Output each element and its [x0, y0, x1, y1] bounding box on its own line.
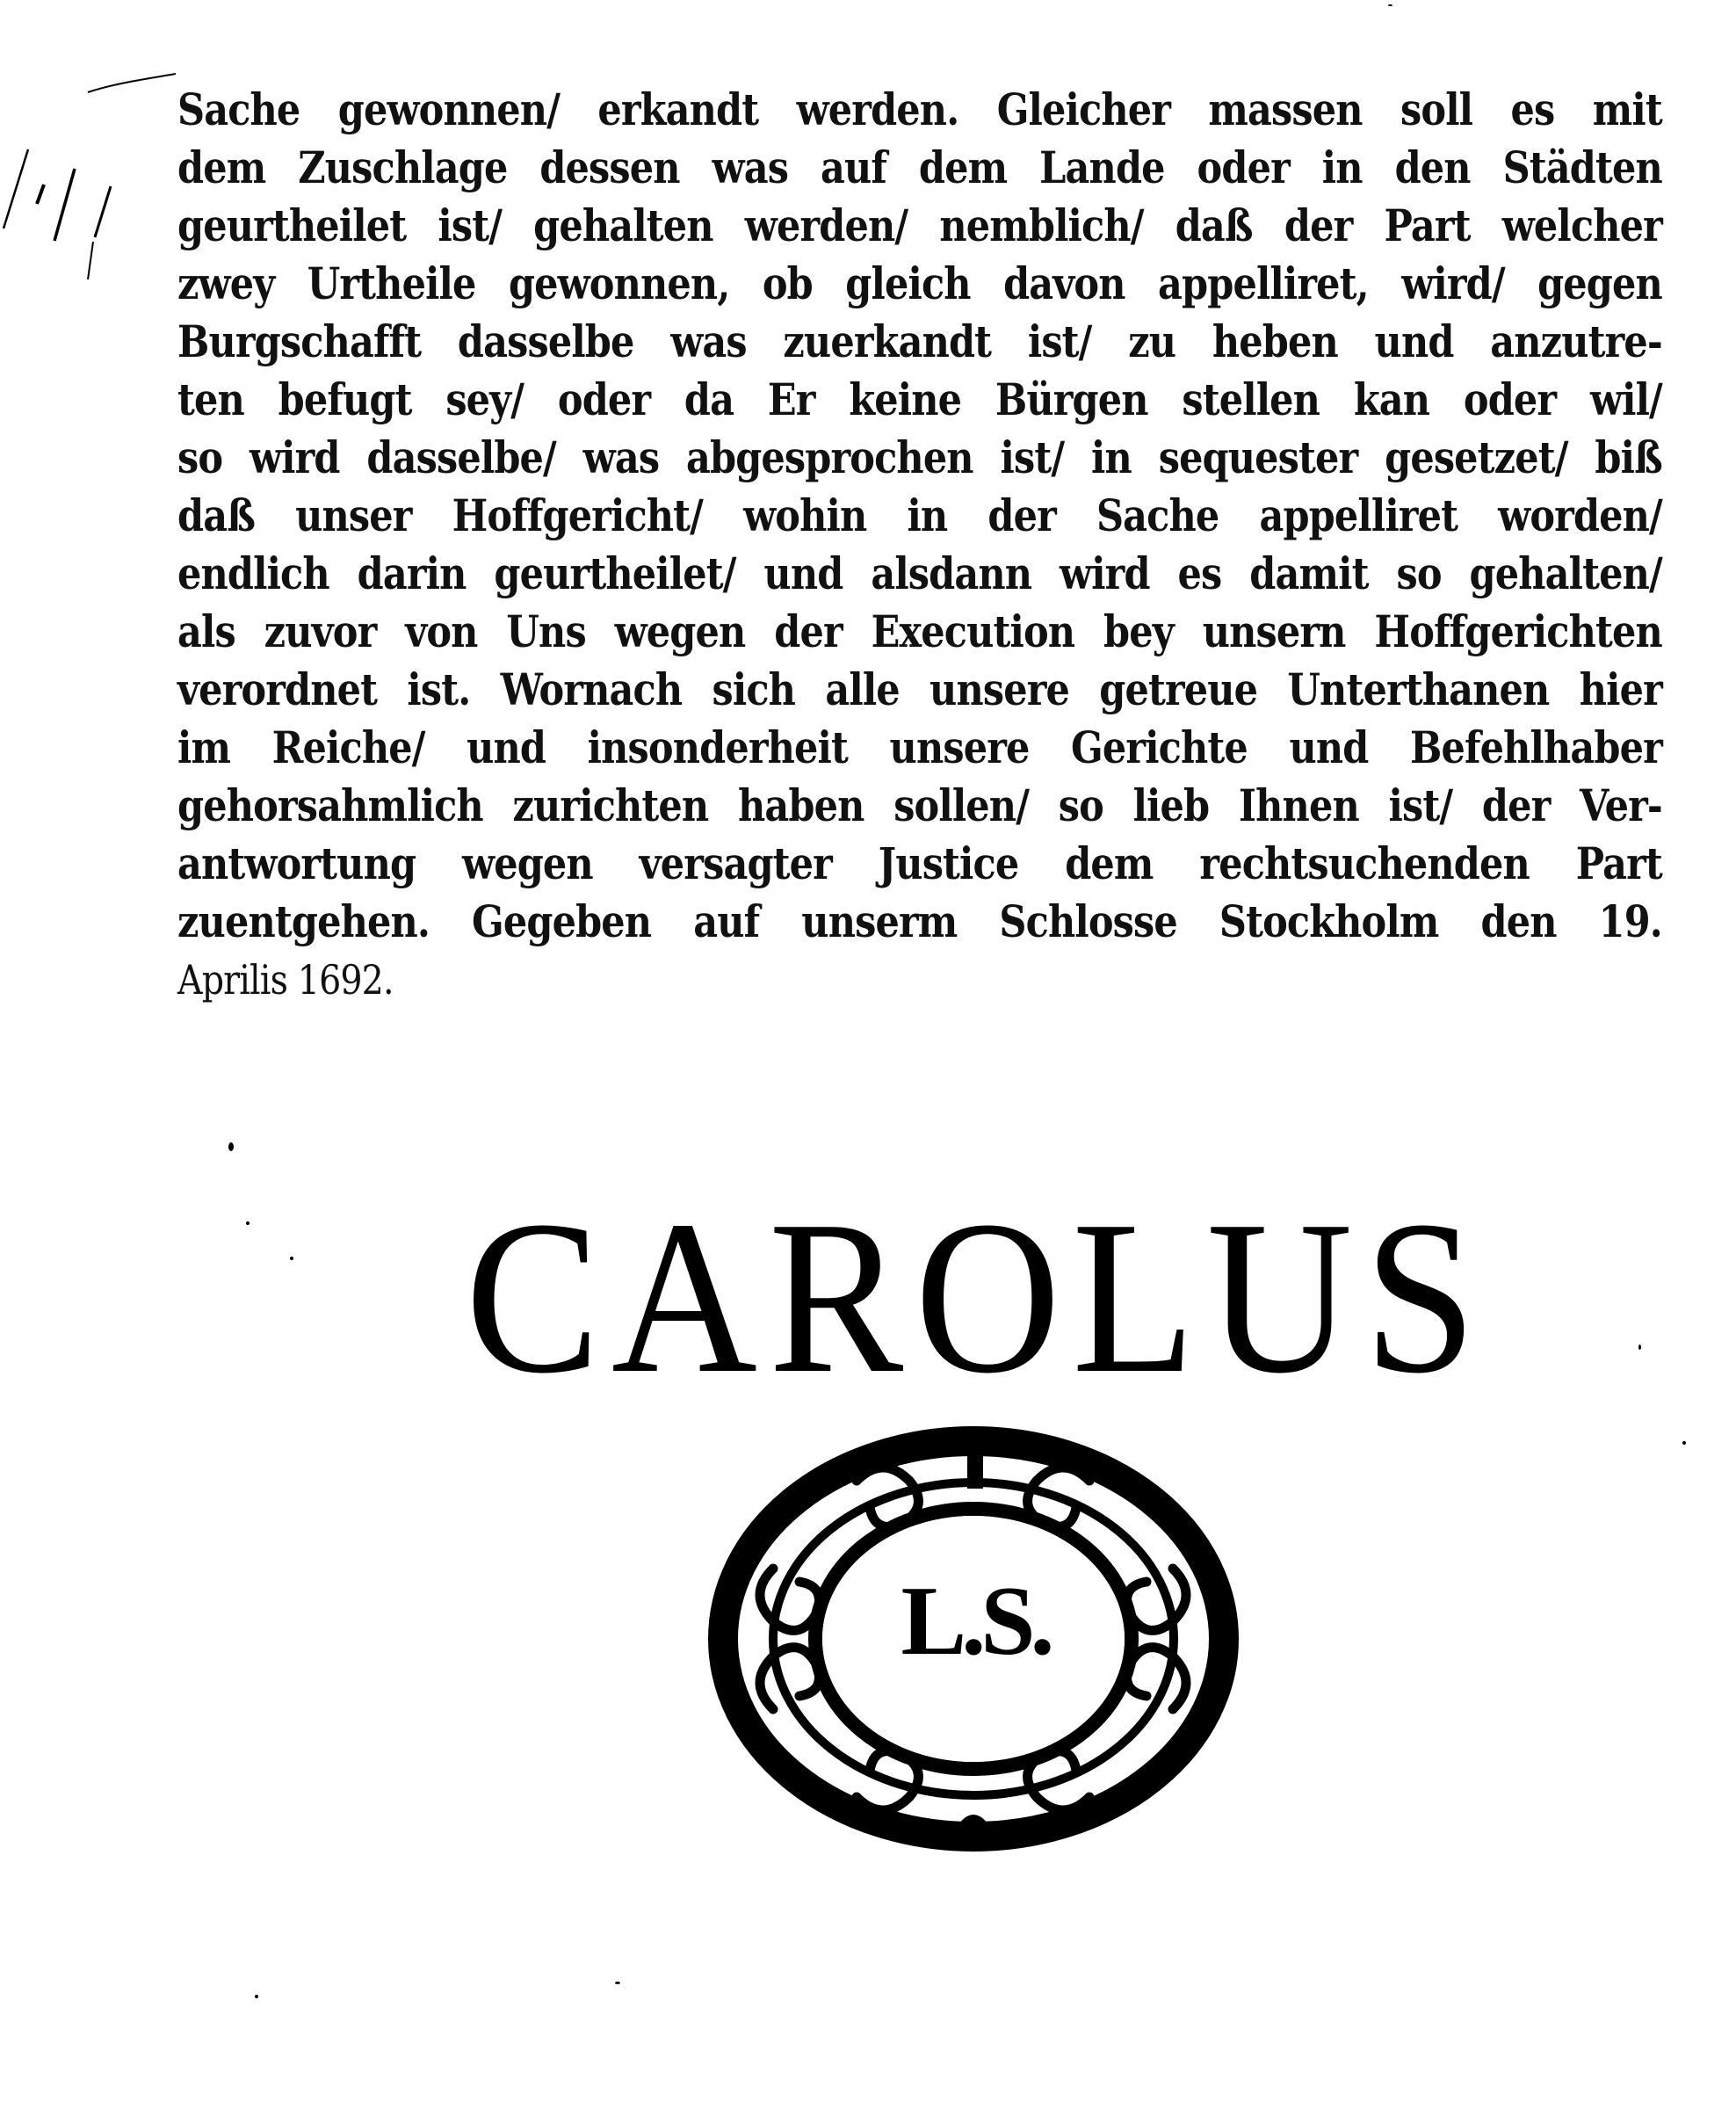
text-line: ten befugt sey/ oder da Er keine Bürgen stellen kan oder wil/ [177, 373, 1662, 425]
text-line: daß unser Hoffgericht/ wohin in der Sache appelliret worden/ [177, 489, 1662, 541]
text-line: zwey Urtheile gewonnen, ob gleich davon appelliret, wird/ gegen [177, 257, 1662, 309]
print-speck [1682, 1441, 1686, 1445]
text-line: als zuvor von Uns wegen der Execution bey unsern Hoffgerichten [177, 605, 1662, 657]
text-line: gehorsahmlich zurichten haben sollen/ so lieb Ihnen ist/ der Ver- [177, 779, 1662, 831]
text-line: im Reiche/ und insonderheit unsere Gerichte und Befehlhaber [177, 721, 1662, 773]
seal-label: L.S. [901, 1567, 1050, 1676]
text-line: verordnet ist. Wornach sich alle unsere getreue Unterthanen hier [177, 663, 1662, 715]
print-speck [290, 1257, 293, 1260]
text-line: endlich darin geurtheilet/ und alsdann wird es damit so gehalten/ [177, 547, 1662, 599]
print-speck [615, 1982, 620, 1984]
decree-body-text [177, 81, 1662, 1009]
royal-signature: CAROLUS [465, 1176, 1488, 1419]
text-line: geurtheilet ist/ gehalten werden/ nemblich/ daß der Part welcher [177, 199, 1662, 251]
text-line: Sache gewonnen/ erkandt werden. Gleicher massen soll es mit [177, 83, 1662, 135]
print-speck [1388, 4, 1392, 6]
print-speck [1638, 1344, 1641, 1350]
print-speck [246, 1221, 250, 1225]
date-line: Aprilis 1692. [177, 956, 394, 1004]
text-line: Burgschafft dasselbe was zuerkandt ist/ zu heben und anzutre- [177, 315, 1662, 367]
handwritten-margin-marks-icon [0, 53, 176, 281]
seal-ornament [703, 1419, 1243, 1854]
text-line: dem Zuschlage dessen was auf dem Lande oder in den Städten [177, 141, 1662, 193]
print-speck [255, 1995, 258, 1998]
text-line: zuentgehen. Gegeben auf unserm Schlosse Stockholm den 19. [177, 895, 1662, 947]
print-speck [228, 1142, 234, 1151]
text-line: so wird dasselbe/ was abgesprochen ist/ in sequester gesetzet/ biß [177, 431, 1662, 483]
text-line: antwortung wegen versagter Justice dem rechtsuchenden Part [177, 837, 1662, 889]
